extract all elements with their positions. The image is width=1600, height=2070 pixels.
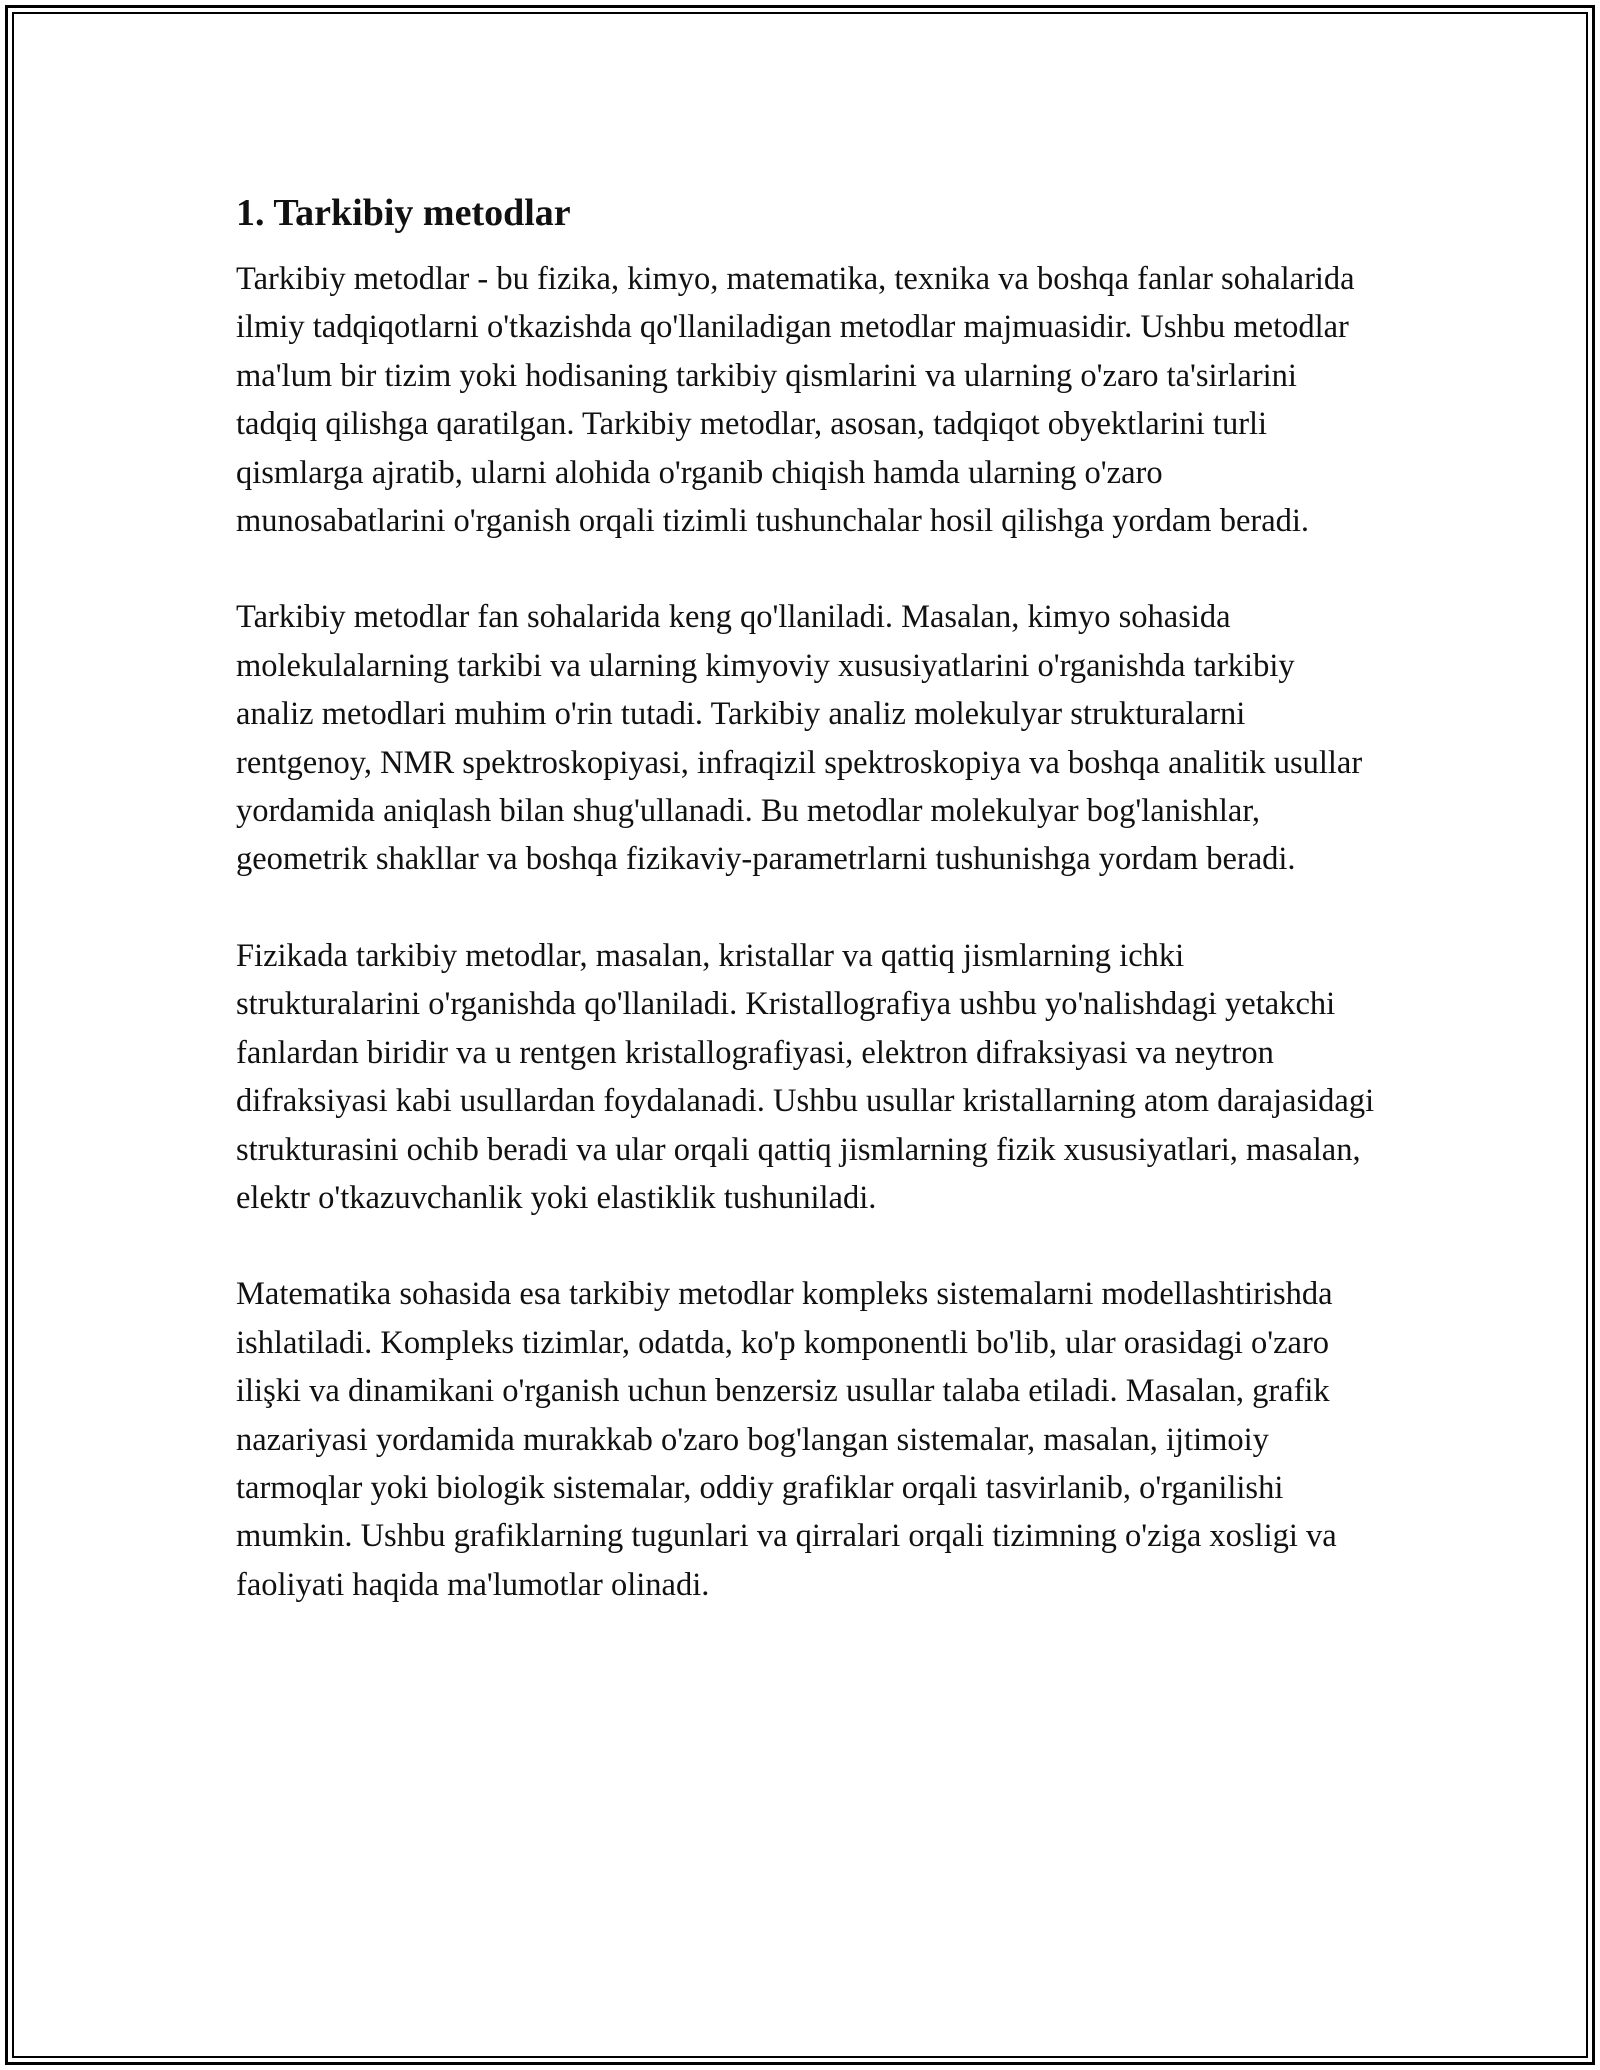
paragraph-4: Matematika sohasida esa tarkibiy metodlar kompleks sistemalarni modellashtirishda ishlatiladi. Kompleks tizimlar, odatda, ko'p komponentli bo'lib, ular orasidagi o'zaro ilişki va dinamikani o'rganish uchun benzersiz usullar talaba etiladi. Masalan, grafik nazariyasi yordamida murakkab o'zaro bog'langan sistemalar, masalan, ijtimoiy tarmoqlar yoki biologik sistemalar, oddiy grafiklar orqali tasvirlanib, o'rganilishi mumkin. Ushbu grafiklarning tugunlari va qirralari orqali tizimning o'ziga xosligi va faoliyati haqida ma'lumotlar olinadi. <box>236 1276 1337 1603</box>
document-body <box>236 185 1376 1657</box>
paragraph-1: Tarkibiy metodlar - bu fizika, kimyo, matematika, texnika va boshqa fanlar sohalarida ilmiy tadqiqotlarni o'tkazishda qo'llaniladigan metodlar majmuasidir. Ushbu metodlar ma'lum bir tizim yoki hodisaning tarkibiy qismlarini va ularning o'zaro ta'sirlarini tadqiq qilishga qaratilgan. Tarkibiy metodlar, asosan, tadqiqot obyektlarini turli qismlarga ajratib, ularni alohida o'rganib chiqish hamda ularning o'zaro munosabatlarini o'rganish orqali tizimli tushunchalar hosil qilishga yordam beradi. <box>236 261 1355 540</box>
paragraph-3: Fizikada tarkibiy metodlar, masalan, kristallar va qattiq jismlarning ichki strukturalarini o'rganishda qo'llaniladi. Kristallografiya ushbu yo'nalishdagi yetakchi fanlardan biridir va u rentgen kristallografiyasi, elektron difraksiyasi va neytron difraksiyasi kabi usullardan foydalanadi. Ushbu usullar kristallarning atom darajasidagi strukturasini ochib beradi va ular orqali qattiq jismlarning fizik xususiyatlari, masalan, elektr o'tkazuvchanlik yoki elastiklik tushuniladi. <box>236 937 1375 1216</box>
paragraph-2: Tarkibiy metodlar fan sohalarida keng qo'llaniladi. Masalan, kimyo sohasida molekulalarning tarkibi va ularning kimyoviy xususiyatlarini o'rganishda tarkibiy analiz metodlari muhim o'rin tutadi. Tarkibiy analiz molekulyar strukturalarni rentgenoy, NMR spektroskopiyasi, infraqizil spektroskopiya va boshqa analitik usullar yordamida aniqlash bilan shug'ullanadi. Bu metodlar molekulyar bog'lanishlar, geometrik shakllar va boshqa fizikaviy-parametrlarni tushunishga yordam beradi. <box>236 599 1363 878</box>
section-heading: 1. Tarkibiy metodlar <box>236 192 571 234</box>
